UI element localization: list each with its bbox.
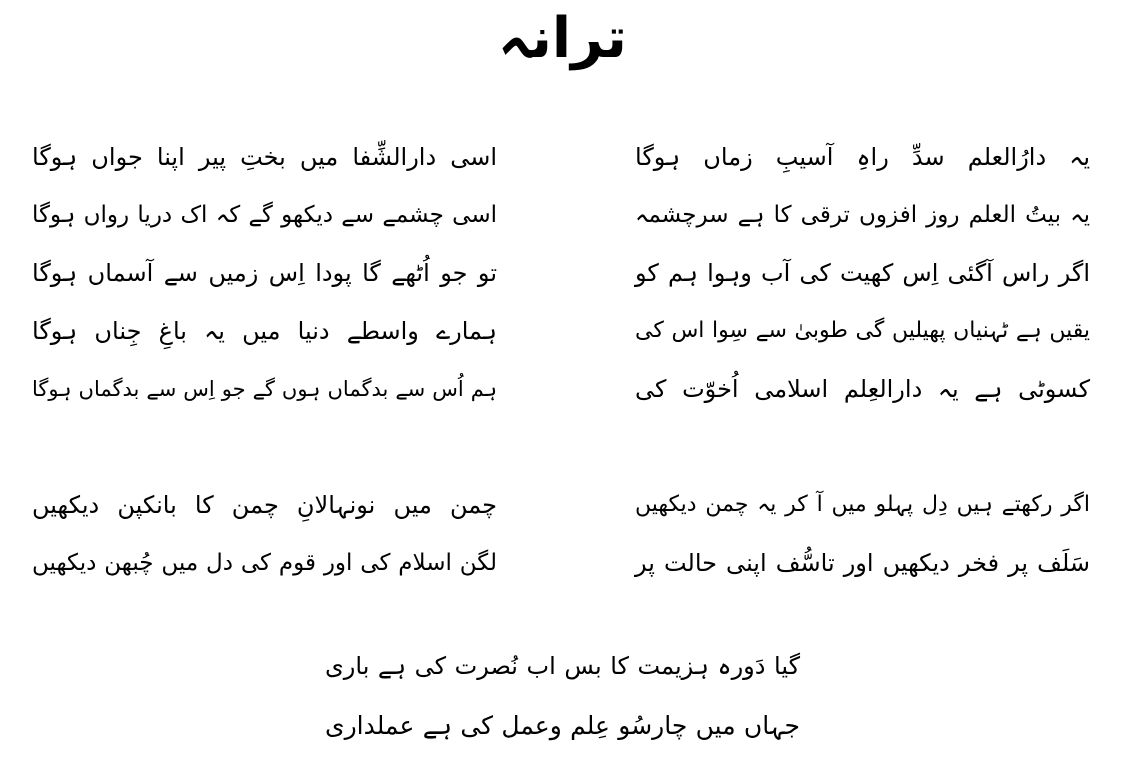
stanza-2-right-column bbox=[635, 476, 1090, 592]
stanza-2-left-column bbox=[32, 476, 497, 592]
verse-line: یہ بیتُ العلم روز افزوں ترقی کا ہے سرچشمہ bbox=[635, 202, 1090, 228]
verse-line: سَلَف پر فخر دیکھیں اور تاسُّف اپنی حالت پر bbox=[635, 549, 1090, 577]
verse-line: گیا دَورہ ہزیمت کا بس اب نُصرت کی ہے باری bbox=[325, 652, 800, 680]
verse-line: ہمارے واسطے دنیا میں یہ باغِ جِناں ہوگا bbox=[32, 317, 497, 345]
verse-line: اسی دارالشِّفا میں بختِ پیر اپنا جواں ہوگا bbox=[32, 143, 497, 171]
verse-line: یہ دارُالعلم سدِّ راہِ آسیبِ زماں ہوگا bbox=[635, 143, 1090, 171]
page-title: ترانہ bbox=[498, 6, 627, 71]
verse-line: اگر رکھتے ہیں دِل پہلو میں آ کر یہ چمن دیکھیں bbox=[635, 492, 1090, 517]
verse-line: لگن اسلام کی اور قوم کی دل میں چُبھن دیکھیں bbox=[32, 550, 497, 576]
stanza-3-closing bbox=[325, 636, 800, 756]
verse-line: اسی چشمے سے دیکھو گے کہ اک دریا رواں ہوگا bbox=[32, 202, 497, 228]
verse-line: اگر راس آگئی اِس کھیت کی آب وہوا ہم کو bbox=[635, 259, 1090, 287]
verse-line: جہاں میں چارسُو عِلم وعمل کی ہے عملداری bbox=[325, 711, 800, 740]
verse-line: چمن میں نونہالانِ چمن کا بانکپن دیکھیں bbox=[32, 491, 497, 519]
verse-line: یقیں ہے ٹہنیاں پھیلیں گی طوبیٰ سے سِوا اس کی bbox=[635, 318, 1090, 343]
stanza-1-left-column bbox=[32, 128, 497, 418]
verse-line: تو جو اُٹھے گا پودا اِس زمیں سے آسماں ہوگا bbox=[32, 259, 497, 287]
verse-line: ہم اُس سے بدگماں ہوں گے جو اِس سے بدگماں ہوگا bbox=[32, 377, 497, 401]
stanza-1-right-column bbox=[635, 128, 1090, 418]
verse-line: کسوٹی ہے یہ دارالعِلم اسلامی اُخوّت کی bbox=[635, 375, 1090, 403]
